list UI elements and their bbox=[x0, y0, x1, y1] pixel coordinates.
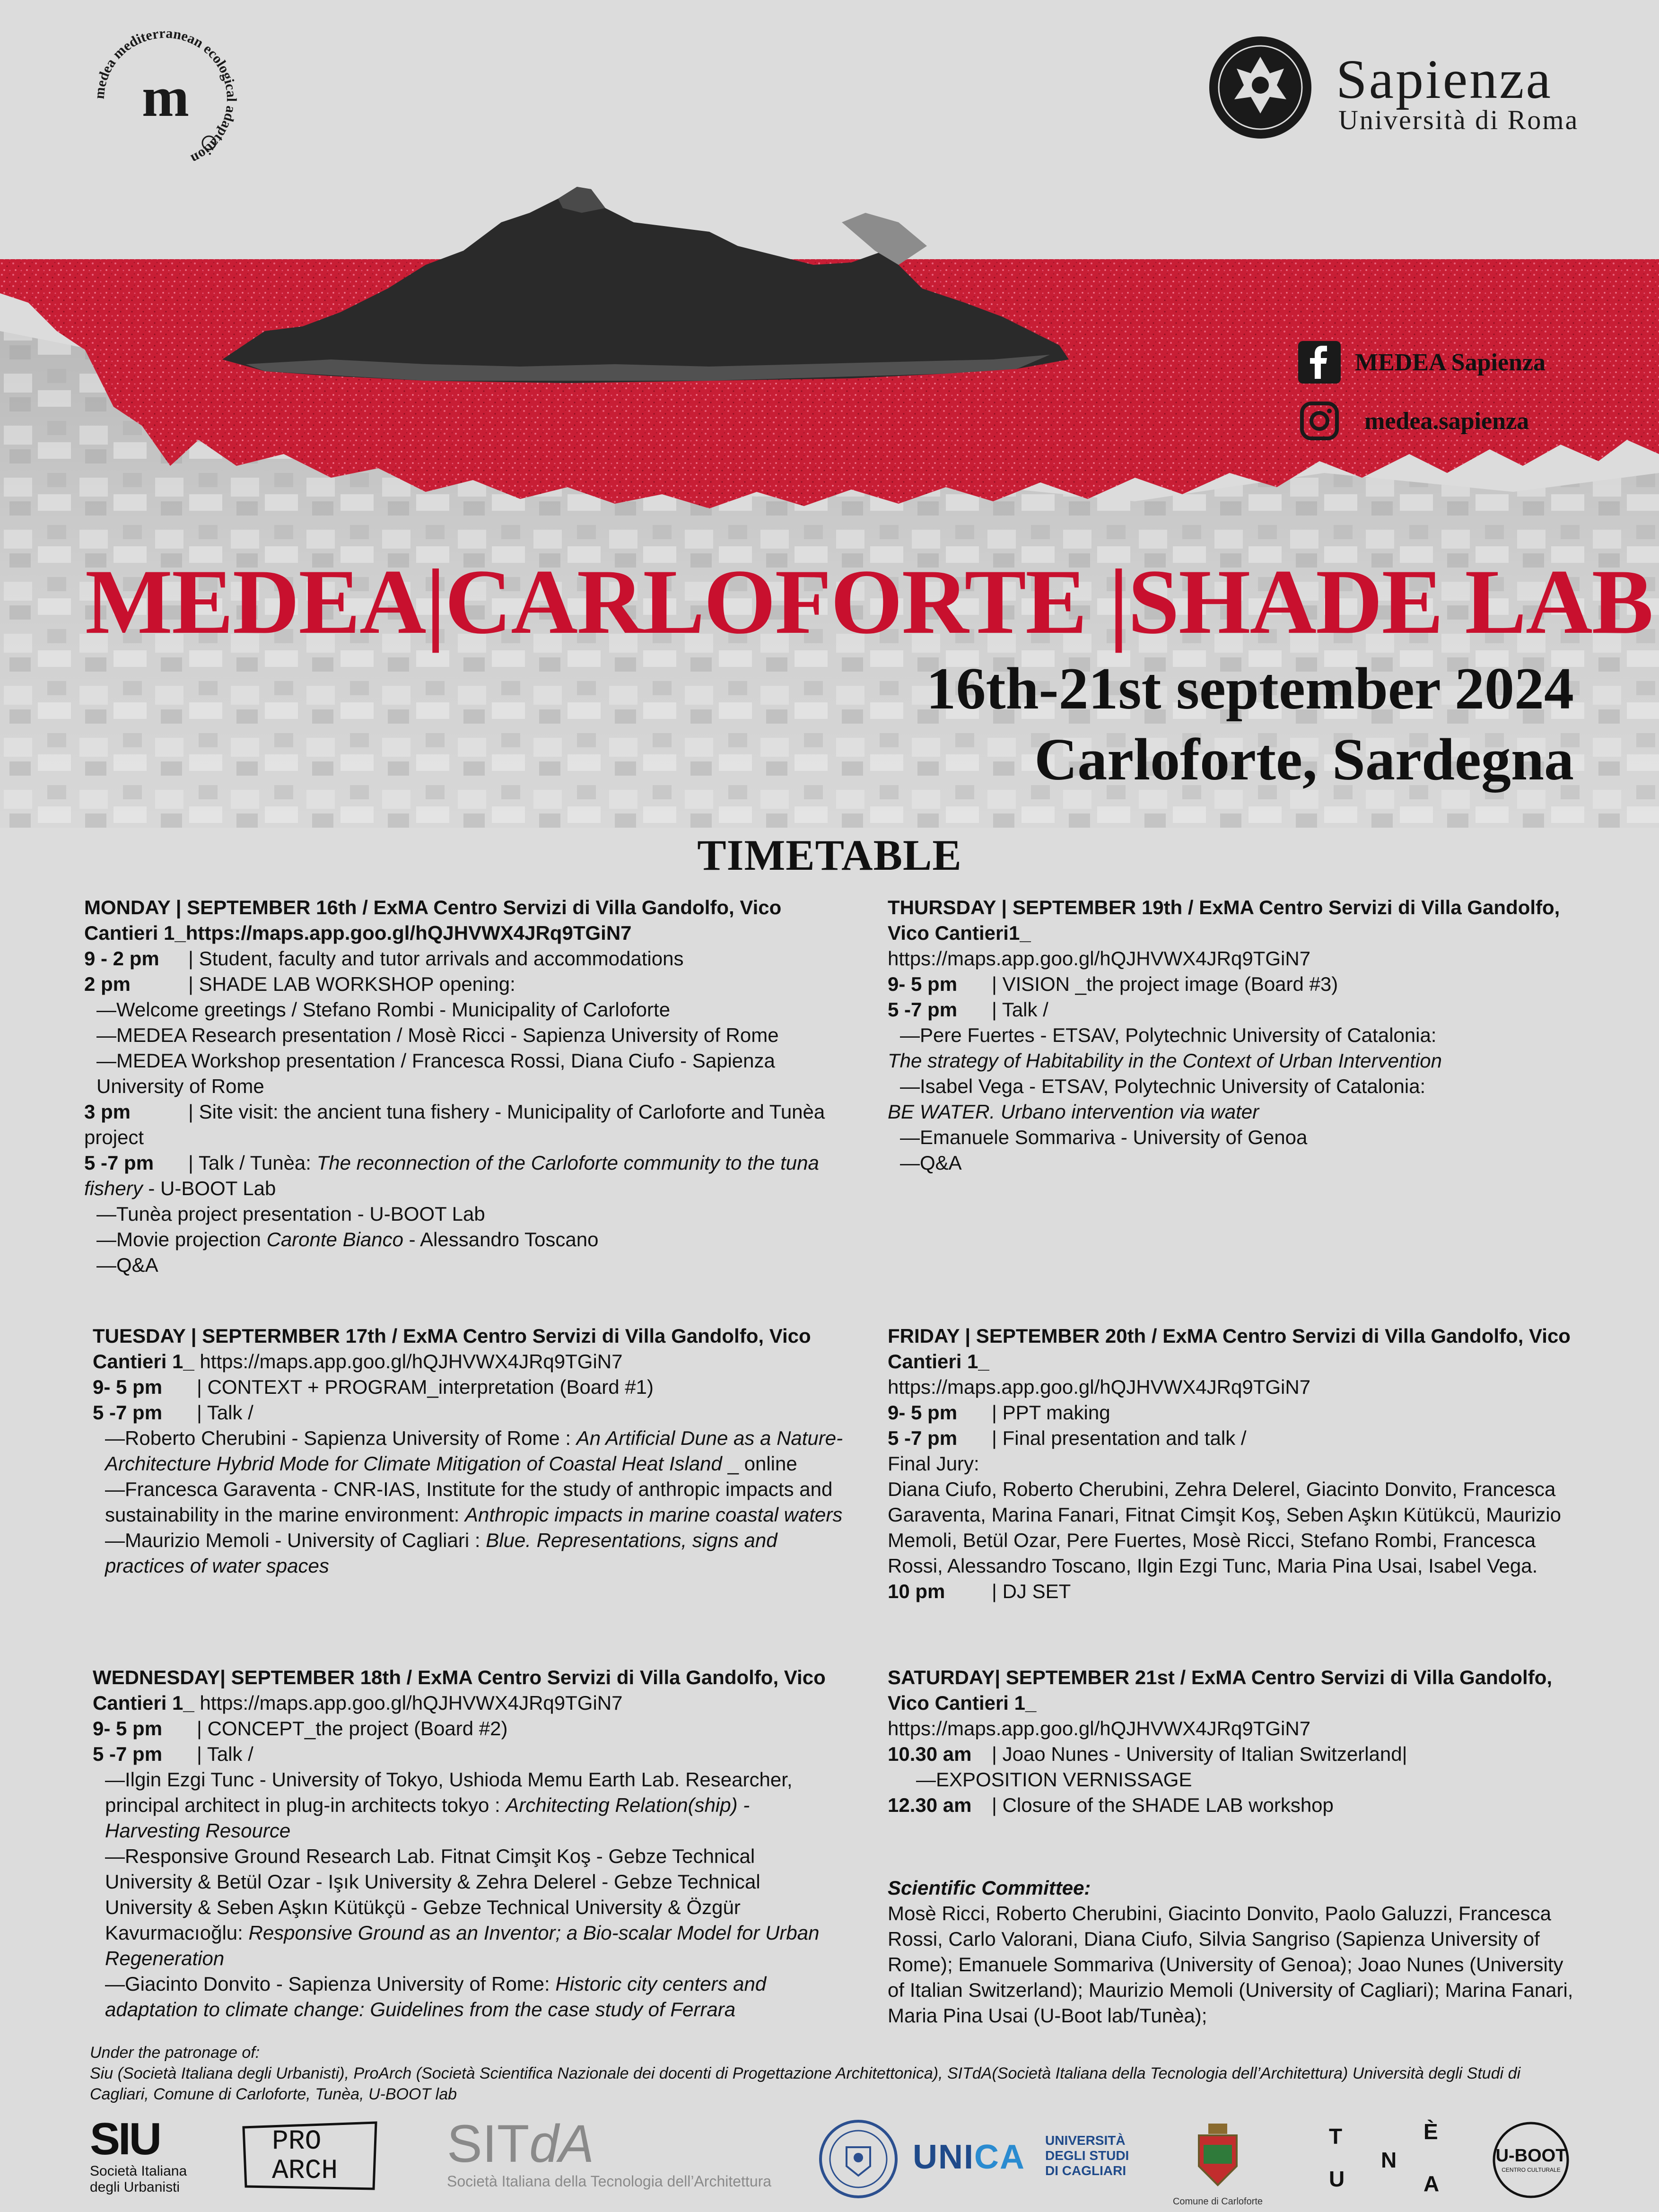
list-item: —Ilgin Ezgi Tunc - University of Tokyo, Ushioda Memu Earth Lab. Researcher, principal architect in plug-in architects tokyo : Architecting Relation(ship) - Harvesting Resource bbox=[105, 1768, 793, 1842]
facebook-label: MEDEA Sapienza bbox=[1355, 349, 1546, 376]
instagram-label: medea.sapienza bbox=[1364, 407, 1529, 435]
sitda-logo[interactable]: SITdA Società Italiana della Tecnologia dell’Architettura bbox=[447, 2114, 772, 2190]
schedule-row: 5 -7 pm | Talk / bbox=[93, 1401, 253, 1424]
schedule-row: 9 - 2 pm | Student, faculty and tutor arrivals and accommodations bbox=[84, 947, 684, 970]
talk-title: BE WATER. Urbano intervention via water bbox=[888, 1101, 1259, 1123]
list-item: —Responsive Ground Research Lab. Fitnat Cimşit Koş - Gebze Technical University & Betül Ozar - Işık University & Zehra Delerel - Gebze Technical University & Seben Aşkın Kütükçü - Gebze Technical University & Özgür Kavurmacıoğlu: Responsive Ground as an Inventor; a Bio-scalar Model for Urban Regeneration bbox=[105, 1845, 820, 1969]
wednesday-heading: WEDNESDAY| SEPTEMBER 18th / ExMA Centro Servizi di Villa Gandolfo, Vico Cantieri 1_ https://maps.app.goo.gl/hQJHVWX4JRq9TGiN7 bbox=[93, 1666, 826, 1714]
jury-label: Final Jury: bbox=[888, 1452, 979, 1475]
friday-block bbox=[888, 1323, 1583, 1604]
medea-ring-text: medea mediterranean ecological adaptation bbox=[91, 25, 240, 167]
event-place: Carloforte, Sardegna bbox=[1034, 727, 1574, 793]
list-item: —Francesca Garaventa - CNR-IAS, Institute for the study of anthropic impacts and sustainability in the marine environment: Anthropic impacts in marine coastal waters bbox=[105, 1478, 843, 1526]
carloforte-crest-icon bbox=[1166, 2119, 1270, 2195]
friday-heading: FRIDAY | SEPTEMBER 20th / ExMA Centro Servizi di Villa Gandolfo, Vico Cantieri 1_ bbox=[888, 1325, 1571, 1373]
patronage-text: Siu (Società Italiana degli Urbanisti), ProArch (Società Scientifica Nazionale dei docenti di Progettazione Architettonica), SITdA(Società Italiana della Tecnologia dell’Architettura) Università degli Studi di Cagliari, Comune di Carloforte, Tunèa, U-BOOT lab bbox=[90, 2064, 1521, 2103]
list-item: —MEDEA Research presentation / Mosè Ricci - Sapienza University of Rome bbox=[96, 1024, 779, 1046]
event-dates: 16th-21st september 2024 bbox=[926, 656, 1574, 722]
list-item: —Emanuele Sommariva - University of Genoa bbox=[900, 1126, 1308, 1148]
sapienza-seal-icon bbox=[1206, 33, 1315, 142]
cagliari-seal-icon[interactable] bbox=[818, 2119, 899, 2199]
saturday-block bbox=[888, 1665, 1583, 1818]
tuesday-block bbox=[93, 1323, 846, 1579]
list-item: —Pere Fuertes - ETSAV, Polytechnic University of Catalonia: bbox=[900, 1024, 1437, 1046]
instagram-link[interactable] bbox=[1298, 397, 1629, 445]
list-item: —Giacinto Donvito - Sapienza University of Rome: Historic city centers and adaptation to climate change: Guidelines from the case study of Ferrara bbox=[105, 1973, 767, 2020]
schedule-row: 5 -7 pm | Talk / Tunèa: The reconnection of the Carloforte community to the tuna fishery - U-BOOT Lab bbox=[84, 1152, 819, 1199]
list-item: —EXPOSITION VERNISSAGE bbox=[916, 1768, 1192, 1791]
event-title: MEDEA|CARLOFORTE |SHADE LAB bbox=[85, 551, 1653, 653]
patronage-label: Under the patronage of: bbox=[90, 2044, 260, 2062]
schedule-row: 9- 5 pm | CONTEXT + PROGRAM_interpretation (Board #1) bbox=[93, 1376, 654, 1398]
timetable-title: TIMETABLE bbox=[697, 831, 962, 879]
patronage bbox=[90, 2042, 1556, 2105]
map-link[interactable]: https://maps.app.goo.gl/hQJHVWX4JRq9TGiN7 bbox=[888, 947, 1311, 970]
schedule-row: 9- 5 pm | VISION _the project image (Board #3) bbox=[888, 973, 1338, 995]
saturday-heading: SATURDAY| SEPTEMBER 21st / ExMA Centro Servizi di Villa Gandolfo, Vico Cantieri 1_ bbox=[888, 1666, 1553, 1714]
sapienza-subtitle: Università di Roma bbox=[1338, 105, 1579, 135]
list-item: —Tunèa project presentation - U-BOOT Lab bbox=[96, 1203, 485, 1225]
schedule-row: 3 pm | Site visit: the ancient tuna fishery - Municipality of Carloforte and Tunèa project bbox=[84, 1101, 825, 1148]
committee-members: Mosè Ricci, Roberto Cherubini, Giacinto Donvito, Paolo Galuzzi, Francesca Rossi, Carlo Valorani, Diana Ciufo, Silvia Sangriso (Sapienza University of Rome); Emanuele Sommariva (University of Genoa); Joao Nunes (University of Italian Switzerland); Maurizio Memoli (University of Cagliari); Marina Fanari, Maria Pina Usai (U-Boot lab/Tunèa); bbox=[888, 1902, 1573, 2027]
list-item: —Welcome greetings / Stefano Rombi - Municipality of Carloforte bbox=[96, 998, 671, 1021]
schedule-row: 5 -7 pm | Talk / bbox=[888, 998, 1048, 1021]
list-item: —Q&A bbox=[96, 1254, 158, 1276]
schedule-row: 12.30 am | Closure of the SHADE LAB workshop bbox=[888, 1794, 1334, 1816]
medea-letter: m bbox=[142, 65, 189, 128]
schedule-row: 5 -7 pm | Talk / bbox=[93, 1743, 253, 1765]
monday-block bbox=[84, 895, 846, 1278]
sapienza-logo[interactable] bbox=[1206, 33, 1632, 142]
facebook-icon bbox=[1298, 341, 1341, 384]
instagram-icon bbox=[1298, 400, 1341, 442]
wednesday-block bbox=[93, 1665, 846, 2022]
siu-logo[interactable]: SIU Società Italiana degli Urbanisti bbox=[90, 2118, 213, 2198]
uboot-logo[interactable]: U-BOOT CENTRO CULTURALE bbox=[1492, 2121, 1570, 2199]
schedule-row: 5 -7 pm | Final presentation and talk / bbox=[888, 1427, 1247, 1449]
schedule-row: 10.30 am | Joao Nunes - University of Italian Switzerland| bbox=[888, 1743, 1407, 1765]
list-item: —Q&A bbox=[900, 1152, 962, 1174]
list-item: —Movie projection Caronte Bianco - Alessandro Toscano bbox=[96, 1228, 599, 1250]
list-item: —Maurizio Memoli - University of Cagliari : Blue. Representations, signs and practices of water spaces bbox=[105, 1529, 777, 1577]
schedule-row: 9- 5 pm | CONCEPT_the project (Board #2) bbox=[93, 1717, 508, 1740]
siu-mark: SIU bbox=[90, 2114, 160, 2164]
talk-title: The strategy of Habitability in the Context of Urban Intervention bbox=[888, 1049, 1442, 1072]
thursday-block bbox=[888, 895, 1583, 1176]
carloforte-logo[interactable]: Comune di Carloforte bbox=[1166, 2119, 1270, 2212]
scientific-committee bbox=[888, 1875, 1583, 2028]
committee-label: Scientific Committee: bbox=[888, 1877, 1091, 1899]
schedule-row: 9- 5 pm | PPT making bbox=[888, 1401, 1110, 1424]
list-item: —MEDEA Workshop presentation / Francesca Rossi, Diana Ciufo - Sapienza University of Rome bbox=[96, 1049, 775, 1097]
monday-heading: MONDAY | SEPTEMBER 16th / ExMA Centro Servizi di Villa Gandolfo, Vico Cantieri 1_https://maps.app.goo.gl/hQJHVWX4JRq9TGiN7 bbox=[84, 896, 782, 944]
jury-list: Diana Ciufo, Roberto Cherubini, Zehra Delerel, Giacinto Donvito, Francesca Garaventa, Marina Fanari, Fitnat Cimşit Koş, Seben Aşkın Kütükcü, Maurizio Memoli, Betül Ozar, Pere Fuertes, Mosè Ricci, Stefano Rombi, Francesca Rossi, Alessandro Toscano, Ilgin Ezgi Tunc, Maria Pina Usai, Isabel Vega. bbox=[888, 1478, 1561, 1577]
map-link[interactable]: https://maps.app.goo.gl/hQJHVWX4JRq9TGiN7 bbox=[888, 1376, 1311, 1398]
list-item: —Roberto Cherubini - Sapienza University of Rome : An Artificial Dune as a Nature-Architecture Hybrid Mode for Climate Mitigation of Coastal Heat Island _ online bbox=[105, 1427, 843, 1475]
map-link[interactable]: https://maps.app.goo.gl/hQJHVWX4JRq9TGiN7 bbox=[888, 1717, 1311, 1740]
medea-logo[interactable] bbox=[85, 19, 246, 180]
sapienza-name: Sapienza bbox=[1336, 48, 1553, 110]
schedule-row: 10 pm | DJ SET bbox=[888, 1580, 1071, 1602]
list-item: —Isabel Vega - ETSAV, Polytechnic University of Catalonia: bbox=[900, 1075, 1426, 1097]
tunea-logo[interactable]: T U N È A bbox=[1329, 2119, 1440, 2196]
facebook-link[interactable] bbox=[1298, 339, 1629, 386]
thursday-heading: THURSDAY | SEPTEMBER 19th / ExMA Centro Servizi di Villa Gandolfo, Vico Cantieri1_ bbox=[888, 896, 1560, 944]
schedule-row: 2 pm | SHADE LAB WORKSHOP opening: bbox=[84, 973, 515, 995]
unica-logo[interactable]: UNICA UNIVERSITÀ DEGLI STUDI DI CAGLIARI bbox=[913, 2133, 1129, 2178]
tuesday-heading: TUESDAY | SEPTERMBER 17th / ExMA Centro Servizi di Villa Gandolfo, Vico Cantieri 1_ https://maps.app.goo.gl/hQJHVWX4JRq9TGiN7 bbox=[93, 1325, 811, 1373]
proarch-logo[interactable]: PRO ARCH bbox=[239, 2118, 381, 2194]
